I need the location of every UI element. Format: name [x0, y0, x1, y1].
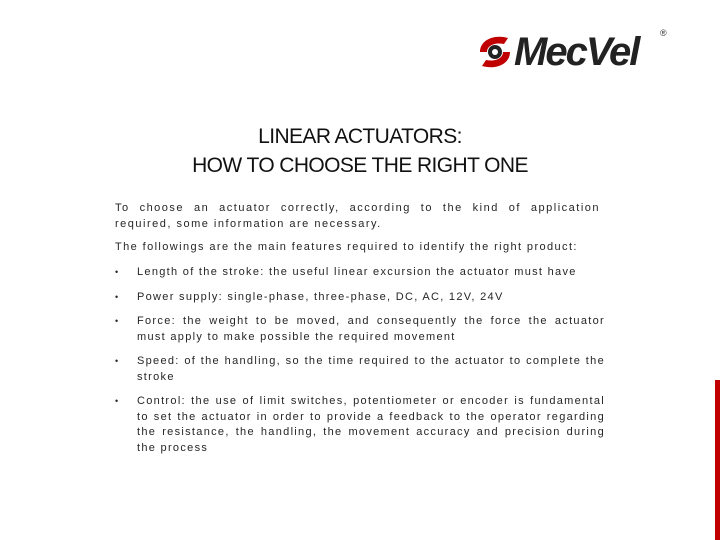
feature-text: Speed: of the handling, so the time required to the actuator to complete the stroke: [137, 355, 605, 383]
mecvel-swirl-icon: [474, 22, 518, 78]
accent-bar: [715, 380, 720, 540]
feature-text: Power supply: single-phase, three-phase, DC, AC, 12V, 24V: [137, 290, 504, 303]
list-item: [115, 314, 605, 345]
intro-paragraph: To choose an actuator correctly, according to the kind of application required, some information are necessary.: [115, 202, 600, 230]
features-list: [115, 265, 605, 456]
feature-text: Length of the stroke: the useful linear excursion the actuator must have: [137, 266, 577, 278]
mecvel-logo: [474, 22, 674, 82]
bullet: •: [115, 267, 120, 277]
feature-text: Force: the weight to be moved, and consequently the force the actuator must apply to make possible the required movement: [137, 315, 605, 343]
list-item: [115, 290, 605, 306]
bullet: •: [115, 291, 120, 302]
bullet: •: [115, 316, 120, 326]
bullet: •: [115, 356, 120, 366]
list-item: [115, 394, 605, 456]
registered-mark: ®: [660, 28, 667, 38]
bullet: •: [115, 396, 120, 406]
feature-text: Control: the use of limit switches, potentiometer or encoder is fundamental to set the actuator in order to provide a feedback to the operator regarding the resistance, the handling, the movement accuracy and precision during the process: [137, 395, 605, 454]
page-title: [0, 122, 720, 180]
title-line-2: HOW TO CHOOSE THE RIGHT ONE: [192, 154, 528, 177]
title-line-1: LINEAR ACTUATORS:: [258, 125, 462, 148]
brand-name: MecVel: [514, 30, 639, 74]
list-item: [115, 354, 605, 385]
features-heading: The followings are the main features required to identify the right product:: [115, 241, 578, 253]
list-item: [115, 265, 605, 281]
